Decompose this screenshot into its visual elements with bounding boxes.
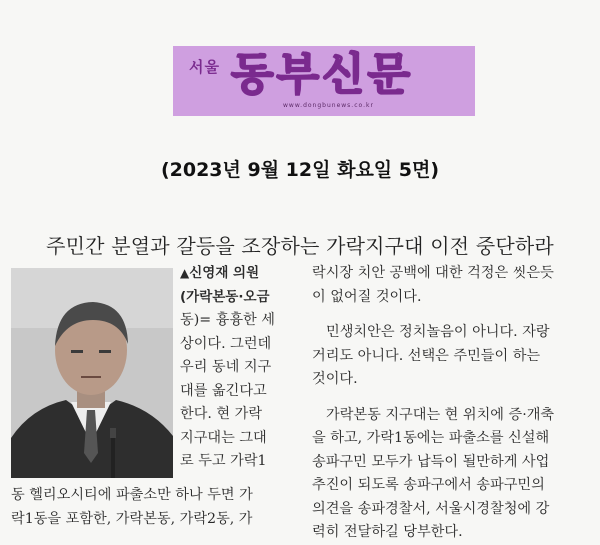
byline-name: 신영재 의원 (189, 265, 260, 281)
article-column-right (312, 262, 554, 545)
paragraph-gap (312, 309, 554, 321)
byline (180, 262, 275, 286)
text-line: 한다. 현 가락 (180, 406, 263, 422)
text-line: 거리도 아니다. 선택은 주민들이 하는 (312, 347, 541, 364)
text-line: 락1동을 포함한, 가락본동, 가락2동, 가 (11, 510, 253, 527)
text-line: 대를 옮긴다고 (180, 382, 267, 399)
article-bottom-lines (11, 484, 253, 531)
dateline: (2023년 9월 12일 화요일 5면) (160, 159, 440, 181)
text-line: 을 하고, 가락1동에는 파출소를 신설해 (312, 430, 550, 446)
text-line: 이 없어질 것이다. (312, 288, 422, 305)
author-photo (11, 268, 173, 478)
text-line: 민생치안은 정치놀음이 아니다. 자랑 (326, 324, 550, 340)
portrait-image (11, 268, 173, 478)
text-line: 지구대는 그대 (180, 429, 267, 446)
text-line: 것이다. (312, 371, 358, 387)
article-column-left (180, 262, 275, 474)
text-line: 송파구민 모두가 납득이 될만하게 사업 (312, 453, 550, 470)
masthead-url: www.dongbunews.co.kr (283, 102, 374, 109)
masthead-seoul-label: 서울 (189, 58, 220, 76)
text-line: 의견을 송파경찰서, 서울시경찰청에 강 (312, 500, 550, 517)
paragraph-gap (312, 392, 554, 404)
text-line: 력히 전달하길 당부한다. (312, 524, 463, 540)
newspaper-masthead (173, 46, 475, 116)
text-line: 락시장 치안 공백에 대한 걱정은 씻은듯 (312, 265, 554, 281)
text-line: 가락본동 지구대는 현 위치에 증·개축 (326, 406, 555, 423)
text-line: 동)= 흉흉한 세 (180, 312, 275, 328)
masthead-title: 동부신문 (231, 49, 414, 100)
text-line: 동 헬리오시티에 파출소만 하나 두면 가 (11, 487, 253, 503)
text-line: 상이다. 그런데 (180, 335, 272, 352)
article-headline: 주민간 분열과 갈등을 조장하는 가락지구대 이전 중단하라 (46, 234, 554, 258)
text-line: 로 두고 가락1 (180, 453, 267, 469)
byline-marker: ▲ (180, 266, 190, 280)
byline-district: (가락본동·오금 (180, 288, 270, 305)
text-line: 우리 동네 지구 (180, 359, 272, 375)
text-line: 추진이 되도록 송파구에서 송파구민의 (312, 477, 545, 493)
